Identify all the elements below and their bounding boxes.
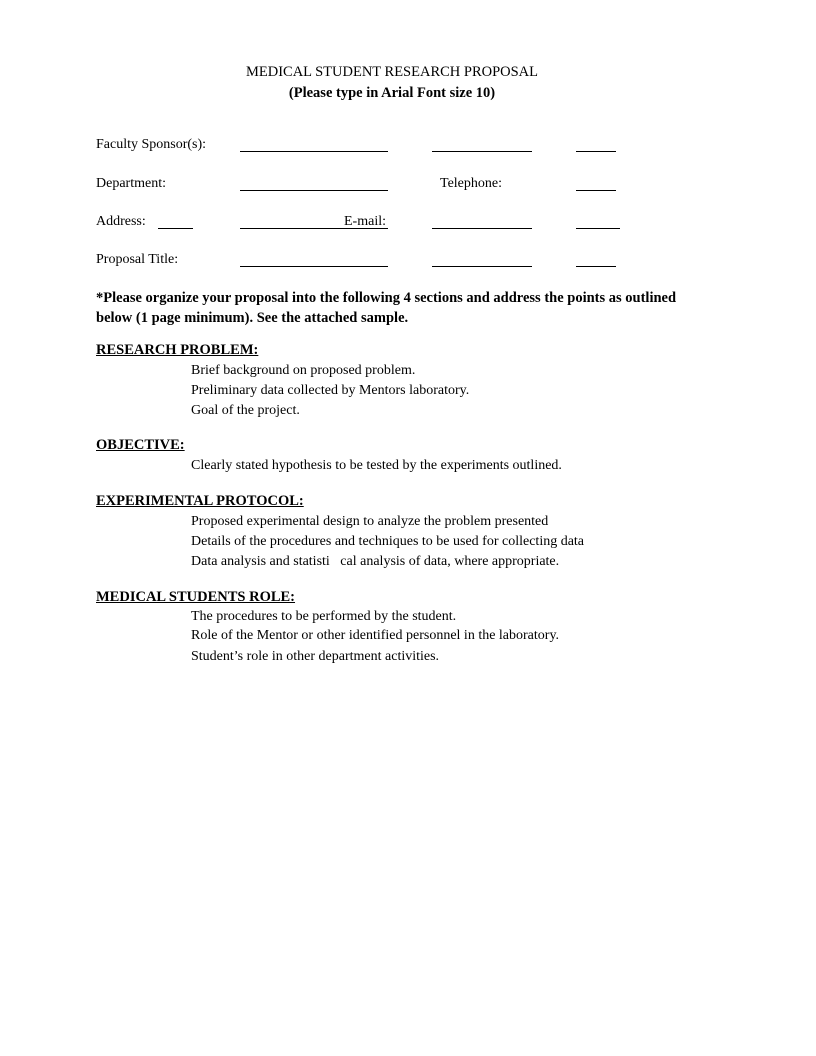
email-field[interactable] [432,228,532,229]
section-item: Student’s role in other department activities. [191,649,440,664]
faculty-sponsor-field-3[interactable] [576,151,616,152]
section-item: Brief background on proposed problem. [191,363,416,378]
instructions-note: *Please organize your proposal into the following 4 sections and address the points as outlined below (1 page minimum). See the attached sample. [96,290,677,326]
proposal-title-label: Proposal Title: [96,252,179,267]
section-item: The procedures to be performed by the student. [191,609,457,624]
section-item: Preliminary data collected by Mentors laboratory. [191,383,470,398]
faculty-sponsor-field-1[interactable] [240,151,388,152]
section-item: Clearly stated hypothesis to be tested by the experiments outlined. [191,458,562,473]
section-item: Goal of the project. [191,403,300,418]
section-heading-experimental-protocol: EXPERIMENTAL PROTOCOL: [96,493,304,509]
proposal-title-field-3[interactable] [576,266,616,267]
email-label: E-mail: [344,214,386,229]
department-field[interactable] [240,190,388,191]
faculty-sponsor-label: Faculty Sponsor(s): [96,137,207,152]
department-label: Department: [96,176,166,191]
section-item: Proposed experimental design to analyze the problem presented [191,514,549,529]
section-heading-objective: OBJECTIVE: [96,437,185,453]
section-heading-research-problem: RESEARCH PROBLEM: [96,342,259,358]
section-item: Details of the procedures and techniques to be used for collecting data [191,534,585,549]
proposal-title-field-1[interactable] [240,266,388,267]
section-item: Data analysis and statisti cal analysis of data, where appropriate. [191,554,560,569]
document-title: MEDICAL STUDENT RESEARCH PROPOSAL [245,64,539,80]
section-item: Role of the Mentor or other identified personnel in the laboratory. [191,628,560,643]
proposal-title-field-2[interactable] [432,266,532,267]
faculty-sponsor-field-2[interactable] [432,151,532,152]
telephone-label: Telephone: [440,176,502,191]
telephone-field[interactable] [576,190,616,191]
section-heading-medical-students-role: MEDICAL STUDENTS ROLE: [96,589,296,605]
address-label: Address: [96,214,146,229]
document-subtitle: (Please type in Arial Font size 10) [288,85,496,101]
email-field-extra[interactable] [576,228,620,229]
address-field-1[interactable] [158,228,193,229]
